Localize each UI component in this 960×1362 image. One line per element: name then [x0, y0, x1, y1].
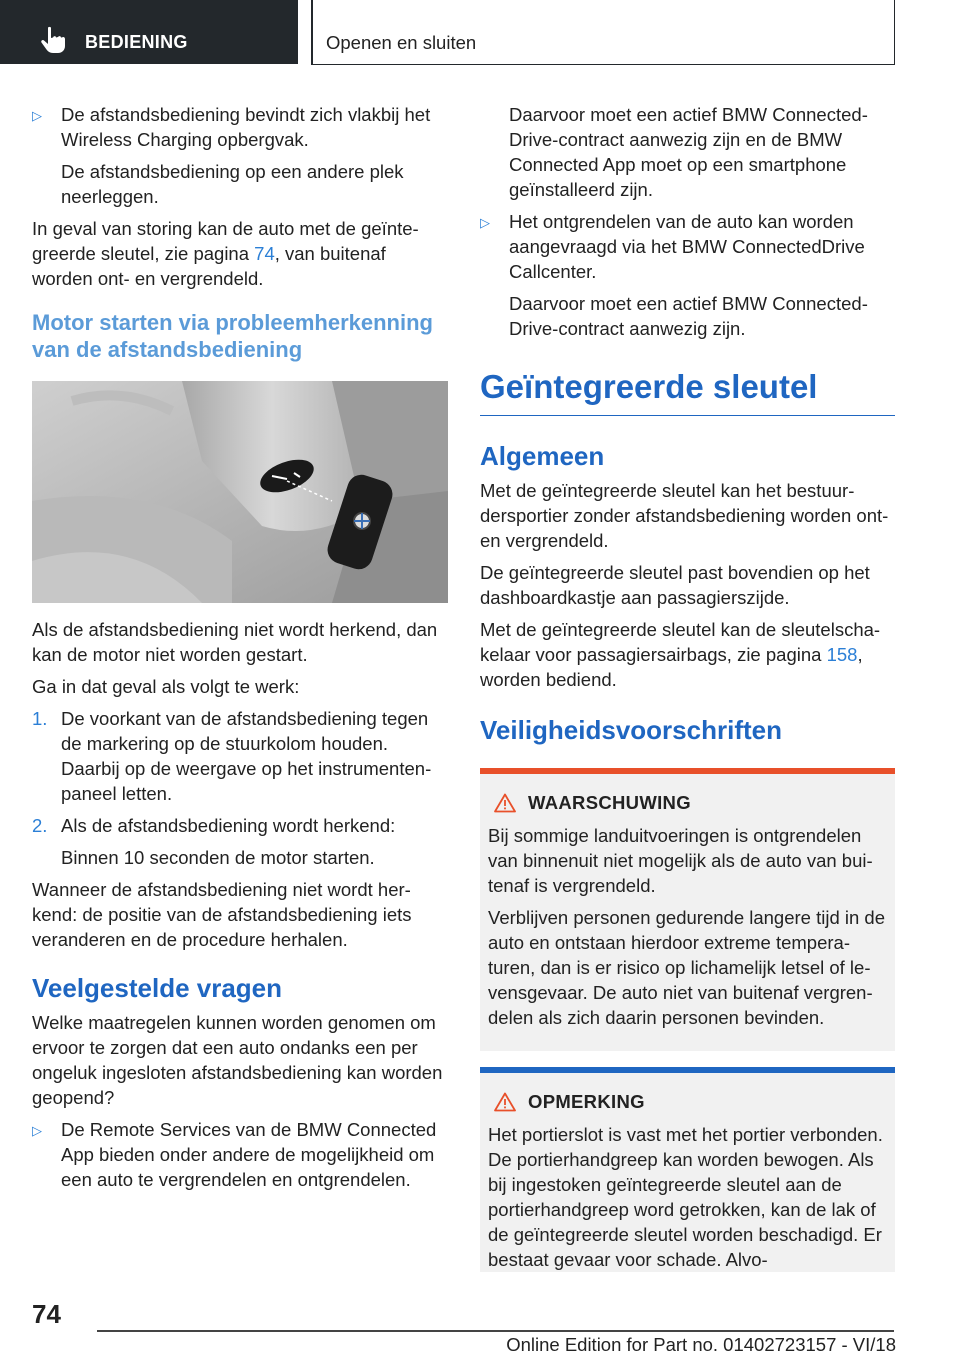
- triangle-bullet-icon: ▷: [32, 108, 42, 123]
- warning-title-row: [488, 790, 887, 815]
- warning-text: Verblijven personen gedurende langere tijd in de auto en ontstaan hierdoor extreme temperaturen, dan is er risico op lichamelijk letsel of levensgevaar. De auto niet van buitenaf vergrendelen als zich daarin personen bevinden.: [488, 907, 886, 1028]
- bullet-subtext: Daarvoor moet een actief BMW ConnectedDrive-contract aanwezig zijn.: [509, 293, 868, 339]
- section-heading: Algemeen: [480, 441, 605, 471]
- step-subtext: Binnen 10 seconden de motor starten.: [61, 847, 375, 868]
- warning-title: WAARSCHUWING: [528, 792, 691, 813]
- paragraph: Wanneer de afstandsbediening niet wordt herkend: de positie van de afstandsbediening iets veranderen en de procedure herhalen.: [32, 879, 412, 950]
- page-link[interactable]: 158: [826, 644, 858, 665]
- warning-text: Bij sommige landuitvoeringen is ontgrendelen van binnenuit niet mogelijk als de auto van buitenaf is vergrendeld.: [488, 825, 873, 896]
- edition-text: Online Edition for Part no. 01402723157 - VI/18: [506, 1334, 896, 1355]
- chapter-header: [311, 0, 895, 65]
- bullet-text: Het ontgrendelen van de auto kan worden aangevraagd via het BMW ConnectedDrive Callcenter.: [509, 211, 865, 282]
- bullet-text: De afstandsbediening bevindt zich vlakbij het Wireless Charging opbergvak.: [61, 104, 431, 150]
- paragraph-text: Met de geïntegreerde sleutel kan de sleutelschakelaar voor passagiersairbags, zie pagina: [480, 619, 881, 665]
- warning-triangle-icon: [494, 1092, 516, 1112]
- paragraph: Met de geïntegreerde sleutel kan het bestuurdersportier zonder afstandsbediening worden ont- en vergrendeld.: [480, 480, 889, 551]
- bullet-subtext: Daarvoor moet een actief BMW ConnectedDrive-contract aanwezig zijn en de BMW Connected App moet op een smartphone geïnstalleerd zijn.: [509, 104, 868, 200]
- section-tab: [0, 0, 298, 64]
- key-at-steering-column-image: [32, 381, 448, 603]
- paragraph: Welke maatregelen kunnen worden genomen om ervoor te zorgen dat een auto ondanks een per ongeluk ingesloten afstandsbediening kan worden geopend?: [32, 1012, 443, 1108]
- note-text: Het portierslot is vast met het portier verbonden. De portierhandgreep kan worden bewogen. Als bij ingestoken geïntegreerde sleutel aan de portierhandgreep word getrokken, kan de lak of de geïntegreerde sleutel worden beschadigd. Er bestaat gevaar voor schade. Alvo-: [488, 1124, 883, 1270]
- section-label: BEDIENING: [85, 32, 188, 52]
- bullet-item: [480, 209, 895, 284]
- paragraph: Als de afstandsbediening niet wordt herkend, dan kan de motor niet worden gestart.: [32, 619, 438, 665]
- note-box: [480, 1067, 895, 1272]
- step-number: 1.: [32, 708, 48, 729]
- main-heading: Geïntegreerde sleutel: [480, 367, 895, 416]
- step-item: [32, 813, 448, 838]
- note-title-row: [488, 1089, 887, 1114]
- page-number: 74: [32, 1299, 61, 1329]
- bullet-item: [32, 1117, 448, 1192]
- bullet-item: [32, 102, 448, 152]
- section-heading: Veelgestelde vragen: [32, 973, 283, 1003]
- left-column: [32, 102, 448, 1199]
- paragraph-text: , van buitenaf worden ont- en vergrendeld.: [32, 243, 386, 289]
- triangle-bullet-icon: ▷: [480, 215, 490, 230]
- step-text: De voorkant van de afstandsbediening tegen de markering op de stuurkolom houden. Daarbij op de weergave op het instrumentenpaneel letten.: [61, 708, 432, 804]
- paragraph: De geïntegreerde sleutel past bovendien op het dashboardkastje aan passagierszijde.: [480, 562, 870, 608]
- paragraph-text: , worden bediend.: [480, 644, 863, 690]
- chapter-title: Openen en sluiten: [326, 32, 477, 53]
- paragraph: [480, 617, 895, 692]
- bullet-text: De Remote Services van de BMW Connected App bieden onder andere de mogelijkheid om een auto te vergrendelen en ontgrendelen.: [61, 1119, 437, 1190]
- step-text: Als de afstandsbediening wordt herkend:: [61, 815, 396, 836]
- paragraph: [32, 216, 448, 291]
- section-heading: Motor starten via probleemherkenning van de afstandsbediening: [32, 310, 433, 362]
- paragraph: Ga in dat geval als volgt te werk:: [32, 676, 300, 697]
- page-link[interactable]: 74: [254, 243, 275, 264]
- step-number: 2.: [32, 815, 48, 836]
- right-column: [480, 102, 895, 1272]
- warning-box: [480, 768, 895, 1051]
- triangle-bullet-icon: ▷: [32, 1123, 42, 1138]
- warning-triangle-icon: [494, 793, 516, 813]
- step-item: [32, 706, 448, 806]
- section-heading: Veiligheidsvoorschriften: [480, 715, 782, 745]
- paragraph-text: In geval van storing kan de auto met de geïntegreerde sleutel, zie pagina: [32, 218, 419, 264]
- note-title: OPMERKING: [528, 1091, 645, 1112]
- bullet-subtext: De afstandsbediening op een andere plek neerleggen.: [61, 161, 404, 207]
- hand-pointer-icon: [40, 26, 66, 54]
